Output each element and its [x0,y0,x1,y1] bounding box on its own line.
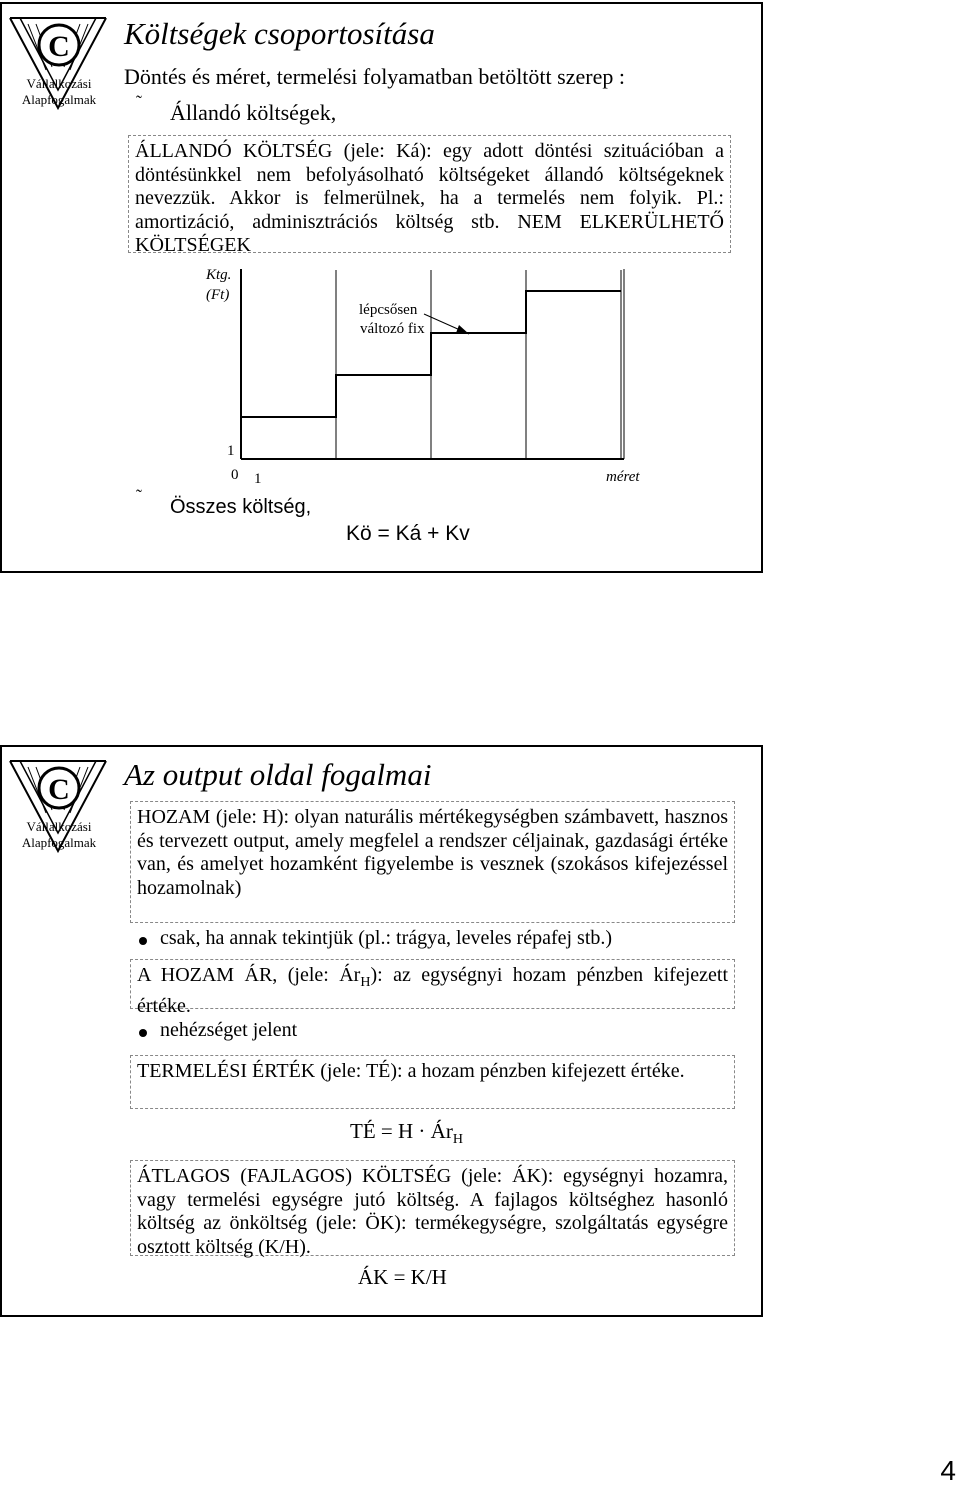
tick-x-1: 1 [254,471,262,487]
hozam-ar-text-rest: ): az egységnyi hozam pénzben kifejezett értéke. [137,964,728,1017]
bullet-dot-icon [139,1029,147,1037]
annotation-line-2: változó fix [360,321,425,337]
logo-vallalkozasi [6,755,116,855]
x-axis-label: méret [606,469,640,485]
termelesi-ertek-definition: TERMELÉSI ÉRTÉK (jele: TÉ): a hozam pénzben kifejezett értéke. [130,1055,735,1109]
chart-y-label-2: (Ft) [206,287,230,303]
bullet-fixed-costs: Állandó költségek, [170,100,337,125]
slide-fixed-costs [0,2,763,573]
tick-origin: 0 [231,467,239,483]
step-series [241,270,621,459]
logo-text-2: Alapfogalmak [21,92,97,107]
bullet-difficulty: nehézséget jelent [160,1019,298,1041]
hozam-ar-text: A HOZAM ÁR, (jele: Ár [137,964,361,986]
bullet-only-if-considered: csak, ha annak tekintjük (pl.: trágya, leveles répafej stb.) [160,927,613,949]
te-formula-subscript: H [452,1132,463,1148]
tick-y-1: 1 [227,443,235,459]
slide-title: Az output oldal fogalmai [124,757,432,792]
ak-formula: ÁK = K/H [358,1265,447,1289]
atlagos-koltseg-definition: ÁTLAGOS (FAJLAGOS) KÖLTSÉG (jele: ÁK): egységnyi hozamra, vagy termelési egységre jutó költség. A fajlagos költséghez hasonló költség az önköltség (jele: ÖK): termékegységre, szolgáltatás egységre osztott költség (K/H). [130,1160,735,1256]
tilde-bullet-icon: ˜ [136,92,142,112]
annotation-line-1: lépcsősen [359,302,418,318]
slide-title: Költségek csoportosítása [124,16,435,51]
hozam-ar-subscript: H [360,975,371,990]
page-number: 4 [940,1455,956,1486]
logo-text-1: Vállalkozási [26,76,92,91]
svg-text:C: C [48,773,70,806]
fixed-cost-definition: ÁLLANDÓ KÖLTSÉG (jele: Ká): egy adott döntési szituációban a döntésünkkel nem befolyásolható költségeket állandó költségeknek nevezzük. Akkor is felmerülnek, ha a termelés nem folyik. Pl.: amortizáció, adminisztrációs költség stb. NEM ELKERÜLHETŐ KÖLTSÉGEK [128,135,731,253]
tilde-bullet-icon: ˜ [136,486,142,506]
step-cost-chart [194,259,674,499]
svg-text:C: C [48,30,70,63]
logo-vallalkozasi [6,12,116,112]
arrow-head-icon [456,325,469,334]
chart-y-label-1: Ktg. [206,267,232,283]
te-formula-main: TÉ = H · Ár [350,1119,453,1143]
subtitle: Döntés és méret, termelési folyamatban betöltött szerep : [124,64,625,89]
hozam-ar-definition [130,959,735,1017]
hozam-definition: HOZAM (jele: H): olyan naturális mértékegységben számbavett, hasznos és tervezett output, amely megfelel a rendszer céljainak, gazdasági értéke van, és amelyet hozamként figyelembe is vesznek (szokásos kifejezéssel hozamolnak) [130,801,735,923]
te-formula [350,1119,463,1148]
total-cost-formula: Kö = Ká + Kv [346,522,470,545]
slide-output-concepts [0,745,763,1317]
logo-text-2: Alapfogalmak [21,835,97,850]
logo-text-1: Vállalkozási [26,819,92,834]
bullet-total-cost: Összes költség, [170,496,312,518]
bullet-dot-icon [139,937,147,945]
